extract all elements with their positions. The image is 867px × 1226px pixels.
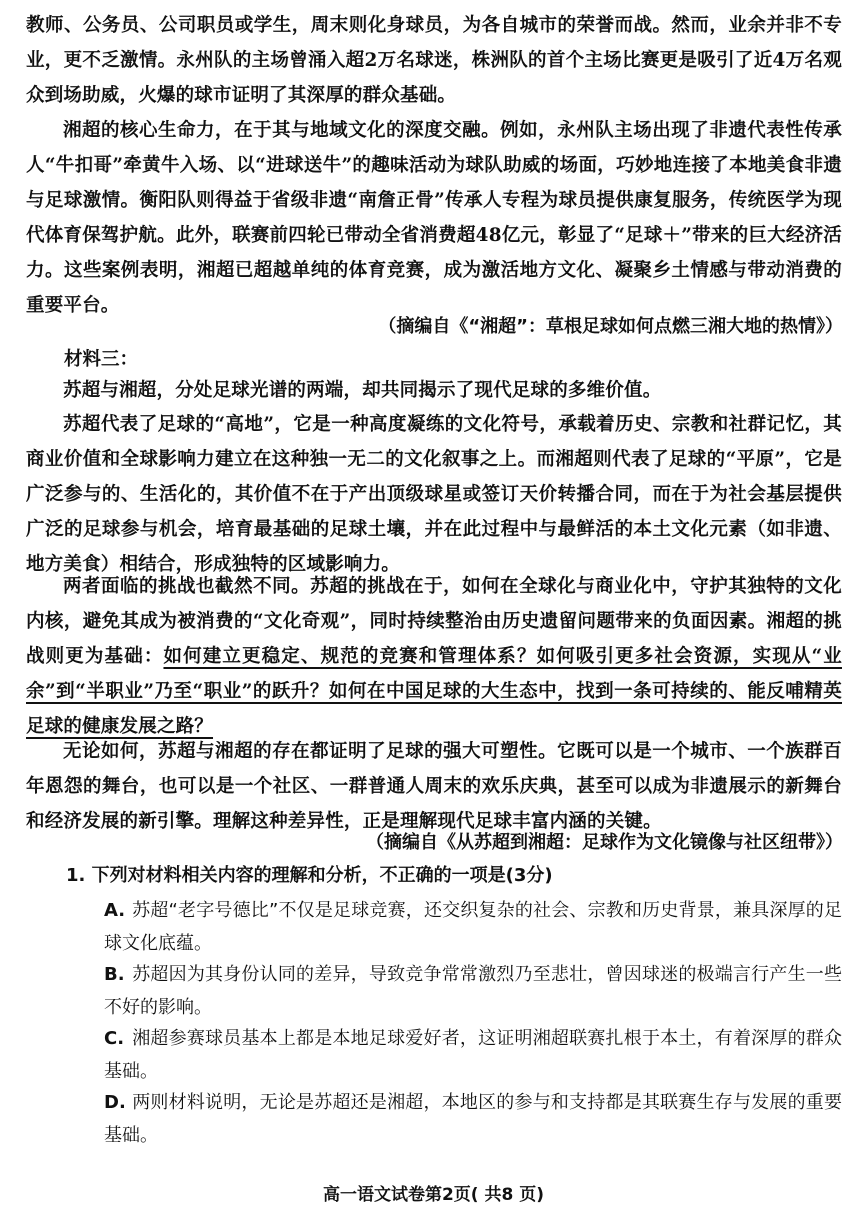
material-3-label: 材料三：: [64, 349, 139, 370]
option-text: 苏超“老字号德比”不仅是足球竞赛，还交织复杂的社会、宗教和历史背景，兼具深厚的足球文化底蕴。: [104, 900, 842, 954]
option-letter: C.: [104, 1028, 125, 1049]
option-d: [104, 1086, 842, 1152]
option-text: 湘超参赛球员基本上都是本地足球爱好者，这证明湘超联赛扎根于本土，有着深厚的群众基础。: [104, 1028, 842, 1082]
source-citation-2: （摘编自《“湘超”：草根足球如何点燃三湘大地的热情》）: [378, 316, 843, 337]
option-letter: D.: [104, 1092, 126, 1113]
option-text: 苏超因为其身份认同的差异，导致竞争常常激烈乃至悲壮，曾因球迷的极端言行产生一些不好的影响。: [104, 964, 842, 1018]
paragraph-intro: 教师、公务员、公司职员或学生，周末则化身球员，为各自城市的荣誉而战。然而，业余并非不专业，更不乏激情。永州队的主场曾涌入超2万名球迷，株洲队的首个主场比赛更是吸引了近4万名观众到场助威，火爆的球市证明了其深厚的群众基础。: [26, 15, 842, 106]
source-citation-3: （摘编自《从苏超到湘超：足球作为文化镜像与社区纽带》）: [366, 832, 843, 853]
option-c: [104, 1022, 842, 1088]
question-1-stem: 1. 下列对材料相关内容的理解和分析，不正确的一项是(3分): [66, 865, 553, 886]
underlined-passage: 如何建立更稳定、规范的竞赛和管理体系？如何吸引更多社会资源，实现从“业余”到“半职业”乃至“职业”的跃升？如何在中国足球的大生态中，找到一条可持续的、能反哺精英足球的健康发展之路？: [26, 646, 842, 737]
option-text: 两则材料说明，无论是苏超还是湘超，本地区的参与和支持都是其联赛生存与发展的重要基础。: [104, 1092, 842, 1146]
material-3-paragraph-1: 苏超与湘超，分处足球光谱的两端，却共同揭示了现代足球的多维价值。: [63, 380, 662, 401]
material-3-paragraph-4: 无论如何，苏超与湘超的存在都证明了足球的强大可塑性。它既可以是一个城市、一个族群百年恩怨的舞台，也可以是一个社区、一群普通人周末的欢乐庆典，甚至可以成为非遗展示的新舞台和经济发展的新引擎。理解这种差异性，正是理解现代足球丰富内涵的关键。: [26, 741, 842, 832]
option-a: [104, 894, 842, 960]
paragraph-culture: 湘超的核心生命力，在于其与地域文化的深度交融。例如，永州队主场出现了非遗代表性传承人“牛扣哥”牵黄牛入场、以“进球送牛”的趣味活动为球队助威的场面，巧妙地连接了本地美食非遗与足球激情。衡阳队则得益于省级非遗“南詹正骨”传承人专程为球员提供康复服务，传统医学为现代体育保驾护航。此外，联赛前四轮已带动全省消费超48亿元，彰显了“足球＋”带来的巨大经济活力。这些案例表明，湘超已超越单纯的体育竞赛，成为激活地方文化、凝聚乡土情感与带动消费的重要平台。: [26, 120, 842, 316]
page-footer: 高一语文试卷第2页( 共8 页): [322, 1185, 545, 1205]
option-b: [104, 958, 842, 1024]
option-letter: B.: [104, 964, 125, 985]
material-3-paragraph-2: 苏超代表了足球的“高地”，它是一种高度凝练的文化符号，承载着历史、宗教和社群记忆，其商业价值和全球影响力建立在这种独一无二的文化叙事之上。而湘超则代表了足球的“平原”，它是广泛参与的、生活化的，其价值不在于产出顶级球星或签订天价转播合同，而在于为社会基层提供广泛的足球参与机会，培育最基础的足球土壤，并在此过程中与最鲜活的本土文化元素（如非遗、地方美食）相结合，形成独特的区域影响力。: [26, 414, 842, 575]
paragraph-3-text: 两者面临的挑战也截然不同。苏超的挑战在于，如何在全球化与商业化中，守护其独特的文化内核，避免其成为被消费的“文化奇观”，同时持续整治由历史遗留问题带来的负面因素。湘超的挑战则更为基础：: [26, 576, 842, 667]
material-3-paragraph-3: [26, 569, 842, 744]
option-letter: A.: [104, 900, 126, 921]
